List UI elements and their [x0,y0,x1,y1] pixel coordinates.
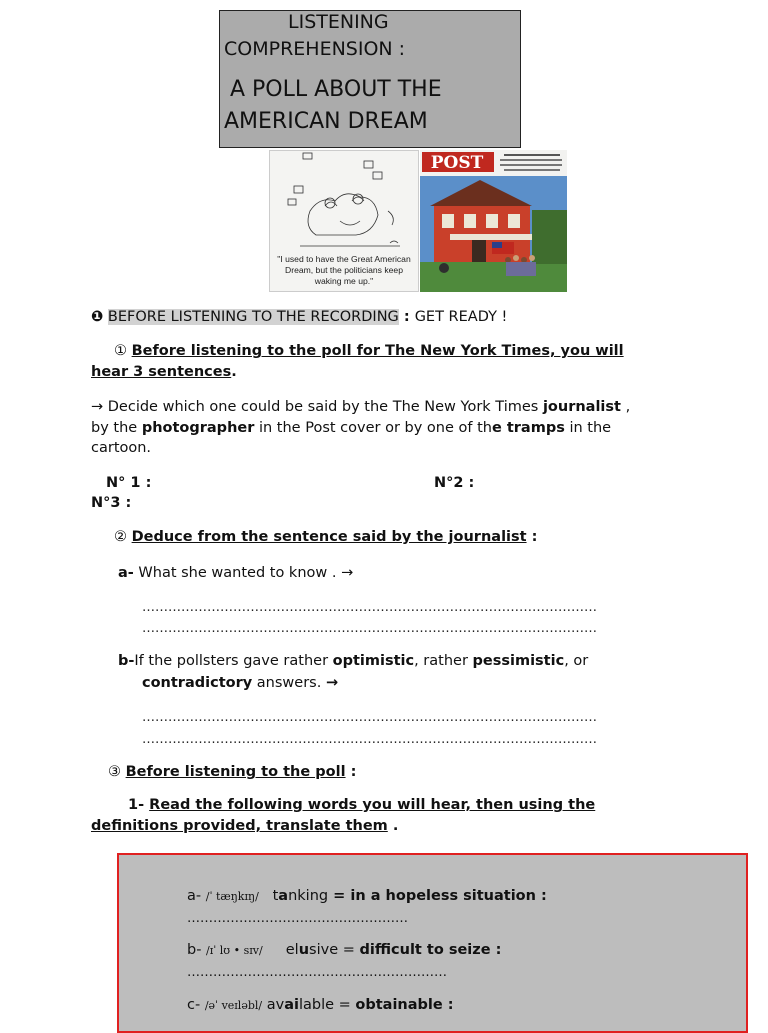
question-b-text1: If the pollsters gave rather [134,653,333,669]
q3-number: ③ [108,764,121,780]
vocab-b-answer[interactable]: …………………………………………………… [187,965,447,980]
q1-heading [114,343,624,359]
task1-line1 [128,797,595,813]
answer-n1-label: N° 1 : [106,475,152,491]
question-a-text: What she wanted to know . → [133,565,354,581]
vocab-c-phonetic: /əˈ veɪləbl/ [204,999,263,1012]
vocab-b-word-pre: el [285,942,299,958]
magazine-masthead: POST [430,153,484,173]
q1-title-line2: hear 3 sentences [91,364,232,380]
vocab-a-word-pre: t [272,888,279,904]
q1-heading-line2 [91,364,237,380]
instruction-text4: in the Post cover or by one of th [254,420,492,436]
instruction-tramps: e tramps [491,420,565,436]
vocab-c-definition: obtainable : [355,997,454,1013]
vocab-b-phonetic: /ɪˈ lʊ • sɪv/ [206,944,263,957]
title-box [219,10,521,148]
instruction-text1: Decide which one could be said by the The New York Times [103,399,543,415]
title-line-3: A POLL ABOUT THE [230,77,442,102]
q2-title: Deduce from the sentence said by the journalist [131,529,527,545]
instruction-text2: , [620,399,631,415]
answer-n3-label: N°3 : [91,495,132,511]
vocab-a-equals: = [328,888,351,904]
vocab-b-word-post: sive [309,942,339,958]
vocab-c-word-post: lable [298,997,335,1013]
vocab-c-word-accent: ai [284,997,299,1013]
title-line-2: COMPREHENSION : [224,38,406,60]
question-b-optimistic: optimistic [332,653,415,669]
vocab-a-phonetic: /ˈ tæŋkɪŋ/ [205,890,259,903]
title-line-1: LISTENING [288,11,389,33]
task1-number: 1- [128,797,150,813]
vocab-b-equals: = [338,942,360,958]
answer-a-line2[interactable]: …………………………………………………………………………………………… [142,621,597,636]
instruction-journalist: journalist [542,399,621,415]
question-b-line1 [118,653,588,669]
question-a-label: a- [118,565,134,581]
answer-n2-label: N°2 : [434,475,475,491]
vocab-b-label: b- [187,942,202,958]
answer-b-line1[interactable]: …………………………………………………………………………………………… [142,710,597,725]
q2-heading [114,529,537,545]
instruction-line3: cartoon. [91,440,152,456]
question-b-pessimistic: pessimistic [472,653,565,669]
vocab-b-definition: difficult to seize : [359,942,502,958]
q3-heading [108,764,356,780]
task1-text2: definitions provided, translate them [91,818,388,834]
magazine-illustration [420,150,567,292]
instruction-text3: by the [91,420,142,436]
vocab-a-answer[interactable]: …………………………………………… [187,911,408,926]
question-b-arrow: → [325,675,339,691]
post-magazine-cover [420,150,567,292]
instruction-line1 [91,399,630,415]
vocab-item-c [187,997,454,1013]
instruction-line2 [91,420,611,436]
cartoon-image [269,150,419,292]
vocab-a-word-accent: a [278,888,289,904]
q2-number: ② [114,529,127,545]
section1-bullet: ❶ [91,309,104,325]
title-line-4: AMERICAN DREAM [224,109,428,134]
section1-colon: : [398,309,415,325]
q3-title: Before listening to the poll [125,764,346,780]
question-b-text4: answers. [252,675,326,691]
vocab-item-b [187,942,501,958]
answer-a-line1[interactable]: …………………………………………………………………………………………… [142,600,597,615]
question-b-line2 [142,675,338,691]
instruction-photographer: photographer [141,420,255,436]
section1-subtitle: GET READY ! [414,309,508,325]
vocab-c-equals: = [334,997,356,1013]
section1-heading [91,309,507,325]
q2-colon: : [526,529,538,545]
vocabulary-box [117,853,748,1033]
vocab-a-definition: in a hopeless situation : [350,888,547,904]
question-a [118,565,353,581]
vocab-b-word-accent: u [298,942,310,958]
q3-colon: : [345,764,357,780]
cartoon-caption: "I used to have the Great American Dream, but the politicians keep waking me up." [277,254,411,286]
question-b-text2: , rather [414,653,473,669]
vocab-item-a [187,888,547,904]
vocab-c-label: c- [187,997,201,1013]
answer-b-line2[interactable]: …………………………………………………………………………………………… [142,732,597,747]
task1-text1: Read the following words you will hear, then using the [149,797,596,813]
instruction-arrow: → [91,399,104,415]
vocab-a-word-post: nking [288,888,329,904]
q1-number: ① [114,343,127,359]
section1-title: BEFORE LISTENING TO THE RECORDING [107,309,399,325]
q1-title-line1: Before listening to the poll for The New York Times, you will [131,343,624,359]
question-b-label: b- [118,653,135,669]
q1-title-end: . [231,364,237,380]
task1-line2 [91,818,398,834]
task1-end: . [387,818,399,834]
instruction-text5: in the [564,420,612,436]
vocab-a-label: a- [187,888,202,904]
question-b-contradictory: contradictory [142,675,253,691]
vocab-c-word-pre: av [266,997,285,1013]
question-b-text3: , or [564,653,589,669]
